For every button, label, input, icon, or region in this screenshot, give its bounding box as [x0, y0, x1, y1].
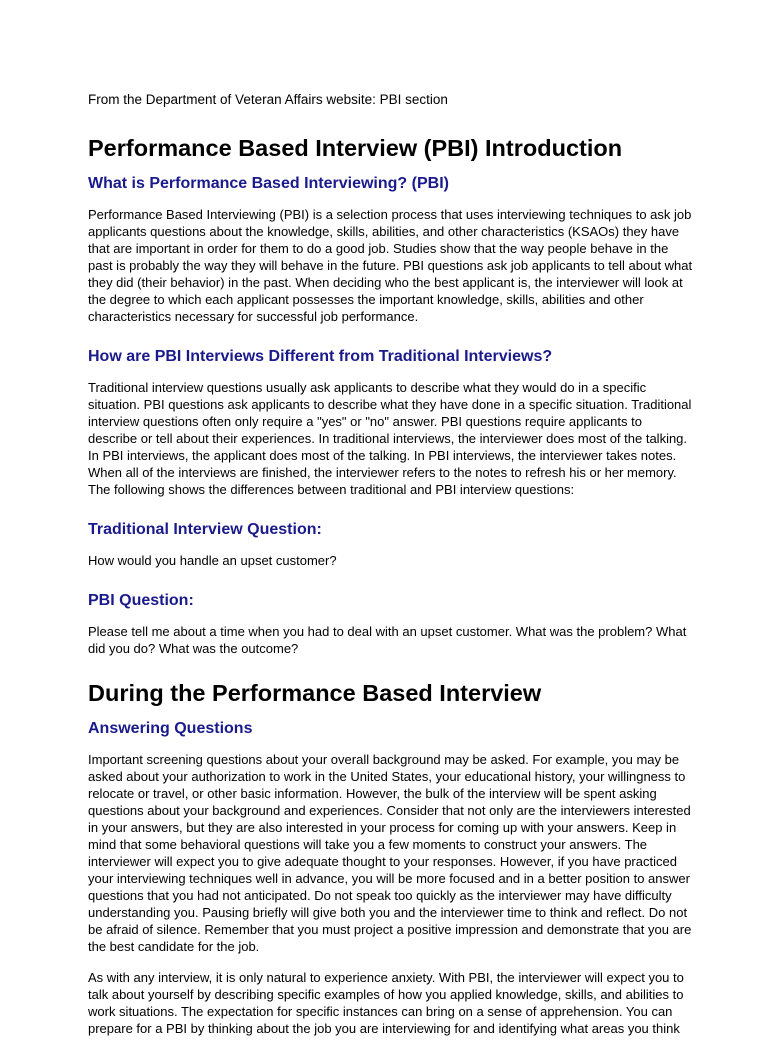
- heading-intro: Performance Based Interview (PBI) Introduction: [88, 135, 623, 161]
- heading-during-interview: During the Performance Based Interview: [88, 680, 542, 706]
- document-page: [88, 91, 694, 1051]
- paragraph-what-is-pbi: Performance Based Interviewing (PBI) is a selection process that uses interviewing techniques to ask job applicants questions about the knowledge, skills, abilities, and other characteristics (KSAOs) they have that are important in order for them to do a good job. Studies show that the way people behave in the past is probably the way they will behave in the future. PBI questions ask job applicants to tell about what they did (their behavior) in the past. When deciding who the best applicant is, the interviewer will look at the degree to which each applicant possesses the important knowledge, skills, abilities and other characteristics necessary for successful job performance.: [88, 207, 693, 324]
- heading-traditional-question: Traditional Interview Question:: [88, 521, 322, 538]
- heading-answering-questions: Answering Questions: [88, 720, 253, 737]
- paragraph-differences: Traditional interview questions usually ask applicants to describe what they would do in a specific situation. PBI questions ask applicants to describe what they have done in a specific situation. Traditional interview questions often only require a "yes" or "no" answer. PBI questions require applicants to describe or tell about their experiences. In traditional interviews, the interviewer does most of the talking. In PBI interviews, the applicant does most of the talking. In PBI interviews, the interviewer takes notes. When all of the interviews are finished, the interviewer refers to the notes to refresh his or her memory. The following shows the differences between traditional and PBI interview questions:: [88, 380, 692, 497]
- paragraph-answering-questions: Important screening questions about your overall background may be asked. For example, you may be asked about your authorization to work in the United States, your educational history, your willingness to relocate or travel, or other basic information. However, the bulk of the interview will be spent asking questions about your background and experiences. Consider that not only are the interviewers interested in your answers, but they are also interested in your process for coming up with your answers. Keep in mind that some behavioral questions will take you a few moments to construct your answers. The interviewer will expect you to give adequate thought to your responses. However, if you have practiced your interviewing techniques well in advance, you will be more focused and in a better position to answer questions that you had not anticipated. Do not speak too quickly as the interviewer may have difficulty understanding you. Pausing briefly will give both you and the interviewer time to think and reflect. Do not be afraid of silence. Remember that you must project a positive impression and demonstrate that you are the best candidate for the job.: [88, 752, 692, 954]
- paragraph-pbi-question: Please tell me about a time when you had to deal with an upset customer. What was the problem? What did you do? What was the outcome?: [88, 624, 687, 656]
- source-line: From the Department of Veteran Affairs website: PBI section: [88, 92, 448, 107]
- paragraph-traditional-question: How would you handle an upset customer?: [88, 553, 337, 568]
- heading-differences: How are PBI Interviews Different from Traditional Interviews?: [88, 348, 553, 365]
- paragraph-anxiety: As with any interview, it is only natural to experience anxiety. With PBI, the interviewer will expect you to talk about yourself by describing specific examples of how you applied knowledge, skills, and abilities to work situations. The expectation for specific instances can bring on a sense of apprehension. You can prepare for a PBI by thinking about the job you are interviewing for and identifying what areas you think: [88, 970, 684, 1036]
- heading-pbi-question: PBI Question:: [88, 592, 194, 609]
- heading-what-is-pbi: What is Performance Based Interviewing? (PBI): [88, 175, 449, 192]
